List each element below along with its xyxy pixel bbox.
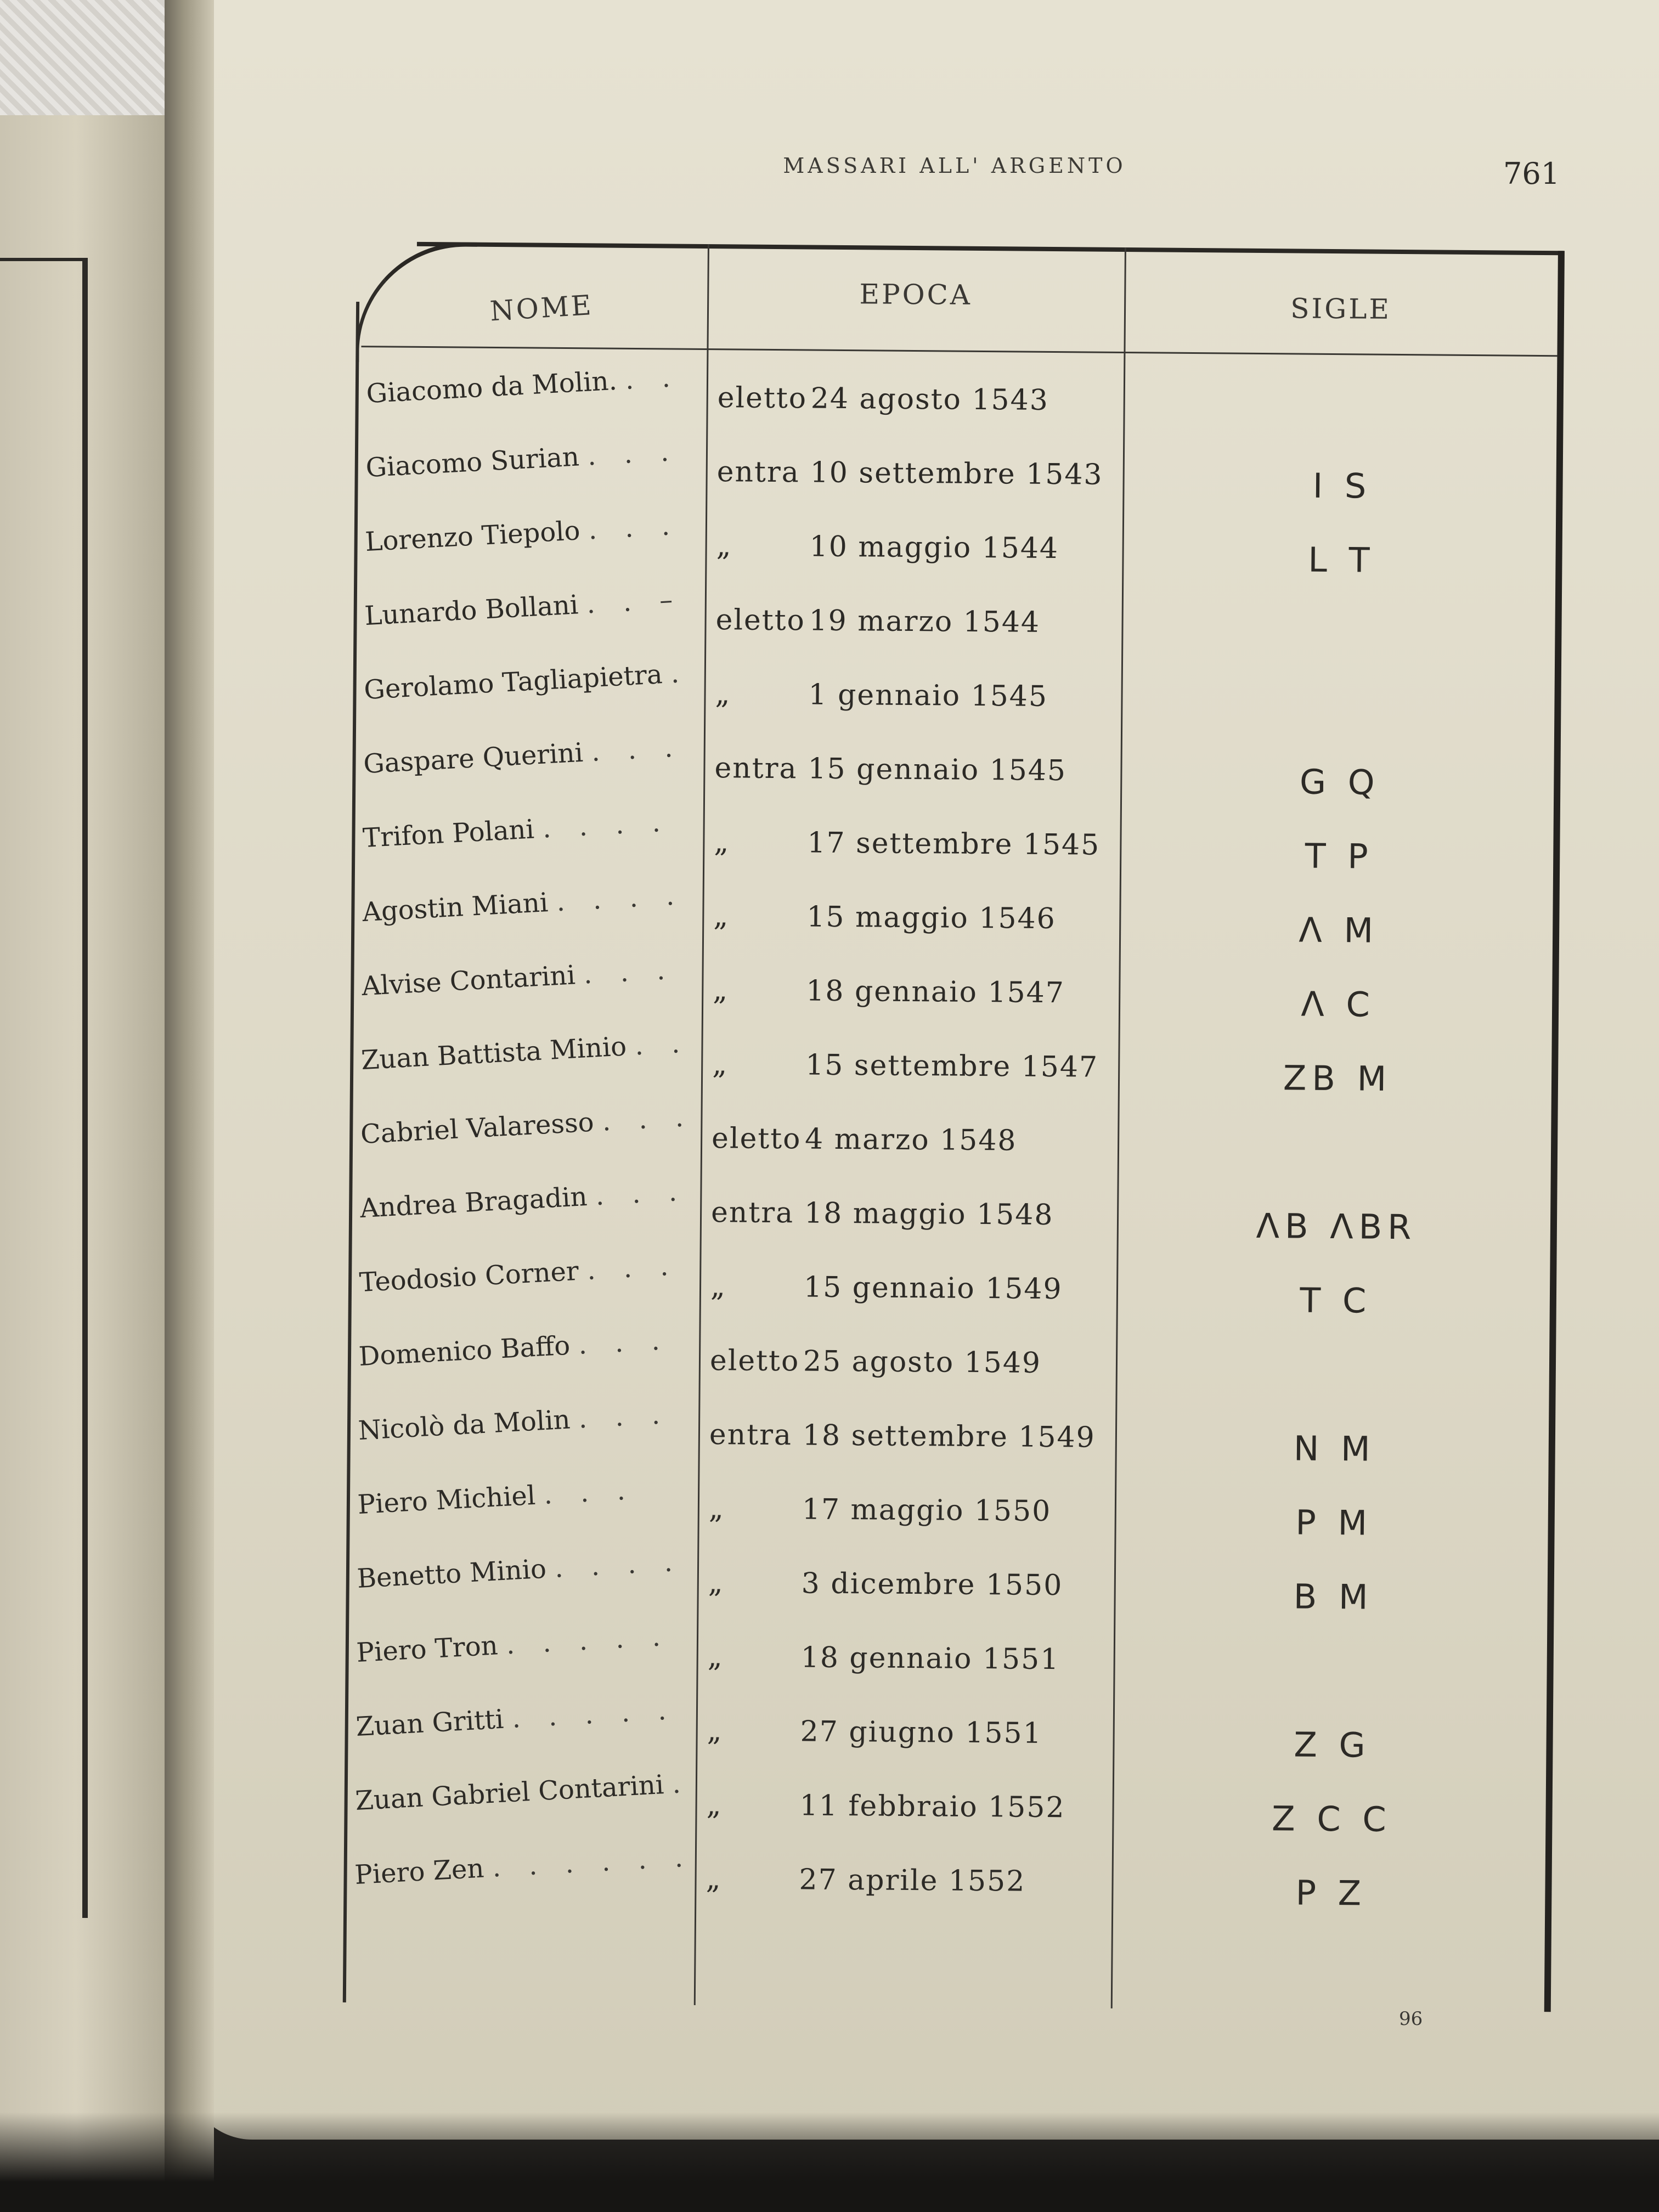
cell-epoca (706, 1788, 1101, 1825)
epoca-kind: „ (708, 1492, 725, 1526)
leader-dots: . . . (583, 954, 676, 990)
epoca-date: 18 settembre 1549 (802, 1419, 1096, 1454)
table-row (351, 954, 1553, 1043)
cell-sigle: N M (1293, 1428, 1376, 1469)
cell-sigle: L T (1308, 539, 1375, 580)
epoca-kind: „ (706, 1788, 723, 1822)
table-row (343, 1842, 1545, 1932)
cell-epoca (713, 974, 1108, 1010)
epoca-kind: entra (709, 1418, 793, 1452)
table-row (350, 1028, 1552, 1118)
table-row (347, 1398, 1549, 1488)
table-row (344, 1768, 1546, 1858)
epoca-kind: eletto (711, 1122, 802, 1156)
epoca-date: 25 agosto 1549 (803, 1345, 1042, 1380)
epoca-kind: „ (713, 900, 730, 933)
table-row (346, 1546, 1548, 1636)
epoca-date: 3 dicembre 1550 (801, 1567, 1063, 1602)
leader-dots: . . . (586, 1250, 679, 1286)
epoca-date: 27 giugno 1551 (800, 1715, 1042, 1750)
cell-epoca (716, 529, 1111, 566)
epoca-date: 1 gennaio 1545 (808, 678, 1048, 713)
nome-text: Piero Tron (356, 1630, 499, 1669)
epoca-date: 24 agosto 1543 (810, 382, 1049, 417)
epoca-date: 10 maggio 1544 (809, 530, 1059, 566)
epoca-date: 17 settembre 1545 (807, 826, 1101, 862)
leader-dots: . . . . (554, 1546, 683, 1584)
column-header-nome: NOME (489, 289, 595, 328)
nome-text: Lunardo Bollani (364, 589, 579, 632)
nome-text: Teodosio Corner (358, 1255, 580, 1299)
epoca-date: 27 aprile 1552 (799, 1863, 1026, 1898)
epoca-date: 15 gennaio 1549 (803, 1271, 1063, 1306)
signature-mark: 96 (1399, 2008, 1423, 2030)
cell-epoca (716, 455, 1111, 492)
leader-dots: . . . . . (505, 1621, 672, 1661)
cell-sigle: Λ M (1299, 910, 1379, 951)
epoca-kind: eletto (709, 1344, 800, 1378)
cell-epoca (715, 678, 1110, 714)
cell-epoca (712, 1048, 1107, 1084)
nome-text: Trifon Polani (362, 814, 535, 854)
epoca-date: 18 gennaio 1551 (800, 1641, 1060, 1677)
register-table (343, 241, 1564, 2012)
leader-dots: . . . (590, 732, 684, 768)
leader-dots: . . . (543, 1475, 636, 1510)
cell-sigle (1128, 1131, 1545, 1134)
epoca-kind: entra (714, 752, 798, 786)
epoca-kind: „ (714, 826, 730, 859)
cell-sigle: Z C C (1271, 1798, 1392, 1839)
nome-text: Andrea Bragadin (359, 1181, 588, 1224)
cell-sigle: P M (1295, 1502, 1373, 1543)
facing-page-table-edge (0, 258, 88, 1918)
cell-epoca (718, 381, 1113, 417)
cell-sigle: T P (1305, 836, 1374, 877)
cell-epoca (712, 1122, 1107, 1158)
table-row (355, 362, 1557, 451)
nome-text: Piero Michiel (357, 1480, 537, 1521)
epoca-kind: „ (713, 974, 729, 1007)
cell-sigle (1125, 1649, 1542, 1652)
cell-epoca (708, 1640, 1103, 1677)
epoca-kind: „ (706, 1863, 722, 1896)
epoca-kind: „ (712, 1048, 729, 1081)
epoca-date: 19 marzo 1544 (809, 604, 1041, 639)
leader-dots: . . . (578, 1398, 671, 1435)
epoca-date: 15 settembre 1547 (805, 1048, 1099, 1084)
leader-dots: . . . (577, 1324, 670, 1361)
nome-text: Zuan Gritti (355, 1703, 505, 1743)
cell-sigle (1132, 686, 1549, 690)
column-header-sigle: SIGLE (1290, 292, 1392, 325)
cell-sigle (1127, 1353, 1544, 1356)
leader-dots: . . . . . (511, 1695, 677, 1734)
leader-dots: . . – (585, 584, 684, 620)
cell-sigle (1133, 612, 1550, 616)
nome-text: Gaspare Querini (363, 737, 584, 780)
cell-epoca (713, 900, 1108, 936)
epoca-date: 4 marzo 1548 (804, 1122, 1017, 1158)
cell-sigle: ZB M (1283, 1058, 1392, 1099)
table-row (348, 1250, 1550, 1340)
cell-sigle: Z G (1294, 1724, 1371, 1765)
epoca-date: 18 gennaio 1547 (806, 974, 1065, 1010)
cell-epoca (715, 603, 1110, 640)
nome-text: Alvise Contarini (360, 960, 577, 1002)
nome-text: Piero Zen (354, 1853, 485, 1891)
leader-dots: . . . (601, 1101, 695, 1137)
nome-text: Lorenzo Tiepolo (364, 515, 581, 558)
epoca-kind: entra (710, 1196, 794, 1230)
cell-sigle (1135, 390, 1551, 393)
epoca-kind: eletto (717, 381, 808, 415)
page-number: 761 (1503, 156, 1560, 191)
table-row (348, 1176, 1550, 1266)
leader-dots: . . . (595, 1176, 688, 1212)
cell-epoca (710, 1344, 1105, 1380)
epoca-date: 15 gennaio 1545 (808, 752, 1067, 788)
cell-sigle: T C (1300, 1280, 1372, 1321)
cell-epoca (711, 1196, 1106, 1232)
table-row (347, 1324, 1549, 1414)
epoca-kind: „ (710, 1270, 727, 1304)
nome-text: Giacomo Surian (365, 441, 580, 484)
epoca-kind: „ (707, 1714, 723, 1748)
epoca-date: 18 maggio 1548 (804, 1197, 1054, 1232)
book-gutter (165, 0, 214, 2212)
epoca-kind: entra (716, 455, 800, 489)
leader-dots: . . . (588, 510, 681, 546)
leader-dots: . . . (586, 436, 680, 472)
leader-dots: . . . . (555, 879, 685, 918)
cell-epoca (707, 1714, 1102, 1751)
cell-sigle: I S (1312, 465, 1372, 506)
nome-text: Giacomo da Molin. (365, 365, 618, 410)
nome-text: Cabriel Valaresso (359, 1107, 595, 1150)
table-row (353, 584, 1555, 673)
table-row (354, 436, 1556, 525)
table-top-border (417, 242, 1564, 255)
cell-epoca (706, 1863, 1101, 1899)
epoca-kind: „ (707, 1640, 724, 1674)
table-row (345, 1695, 1547, 1784)
leader-dots: . (671, 1768, 691, 1800)
cell-sigle: Λ C (1301, 984, 1376, 1025)
table-body (343, 362, 1557, 1932)
cell-sigle: G Q (1299, 761, 1380, 803)
table-row (345, 1621, 1547, 1710)
leader-dots: . . . . . . (491, 1842, 694, 1883)
epoca-date: 10 settembre 1543 (810, 456, 1103, 492)
leader-dots: . (670, 657, 690, 690)
table-row (352, 806, 1554, 895)
cell-epoca (714, 752, 1109, 788)
cell-nome (365, 361, 696, 409)
nome-text: Nicolò da Molin (357, 1404, 571, 1447)
nome-text: Benetto Minio (356, 1553, 548, 1595)
leader-dots: . . (634, 1028, 691, 1062)
running-head: MASSARI ALL' ARGENTO (783, 154, 1126, 178)
cell-epoca (709, 1418, 1104, 1454)
cell-sigle: B M (1293, 1576, 1374, 1617)
column-header-epoca: EPOCA (859, 278, 973, 311)
book-page (187, 0, 1659, 2140)
nome-text: Agostin Miani (361, 887, 549, 928)
nome-text: Zuan Battista Minio (360, 1031, 628, 1076)
bottom-shadow (0, 2112, 1659, 2212)
table-row (352, 732, 1554, 821)
epoca-date: 15 maggio 1546 (806, 900, 1056, 936)
table-row (349, 1101, 1551, 1192)
cell-epoca (710, 1270, 1105, 1306)
epoca-date: 11 febbraio 1552 (799, 1789, 1065, 1825)
table-row (354, 510, 1556, 599)
leader-dots: . . . . (541, 806, 671, 844)
table-row (351, 879, 1553, 969)
epoca-kind: „ (716, 529, 732, 563)
nome-text: Zuan Gabriel Contarini (354, 1769, 665, 1817)
table-row (353, 657, 1555, 747)
cell-epoca (714, 826, 1109, 862)
epoca-kind: eletto (715, 603, 806, 637)
nome-text: Gerolamo Tagliapietra (363, 659, 663, 706)
cell-sigle: ΛB ΛBR (1256, 1205, 1417, 1248)
epoca-kind: „ (708, 1566, 725, 1600)
leader-dots: . . (624, 362, 681, 396)
cell-epoca (708, 1566, 1103, 1602)
nome-text: Domenico Baffo (358, 1330, 571, 1373)
cell-epoca (709, 1492, 1104, 1528)
epoca-kind: „ (715, 678, 731, 711)
table-row (346, 1475, 1548, 1562)
epoca-date: 17 maggio 1550 (802, 1493, 1052, 1528)
cell-sigle: P Z (1295, 1872, 1367, 1914)
